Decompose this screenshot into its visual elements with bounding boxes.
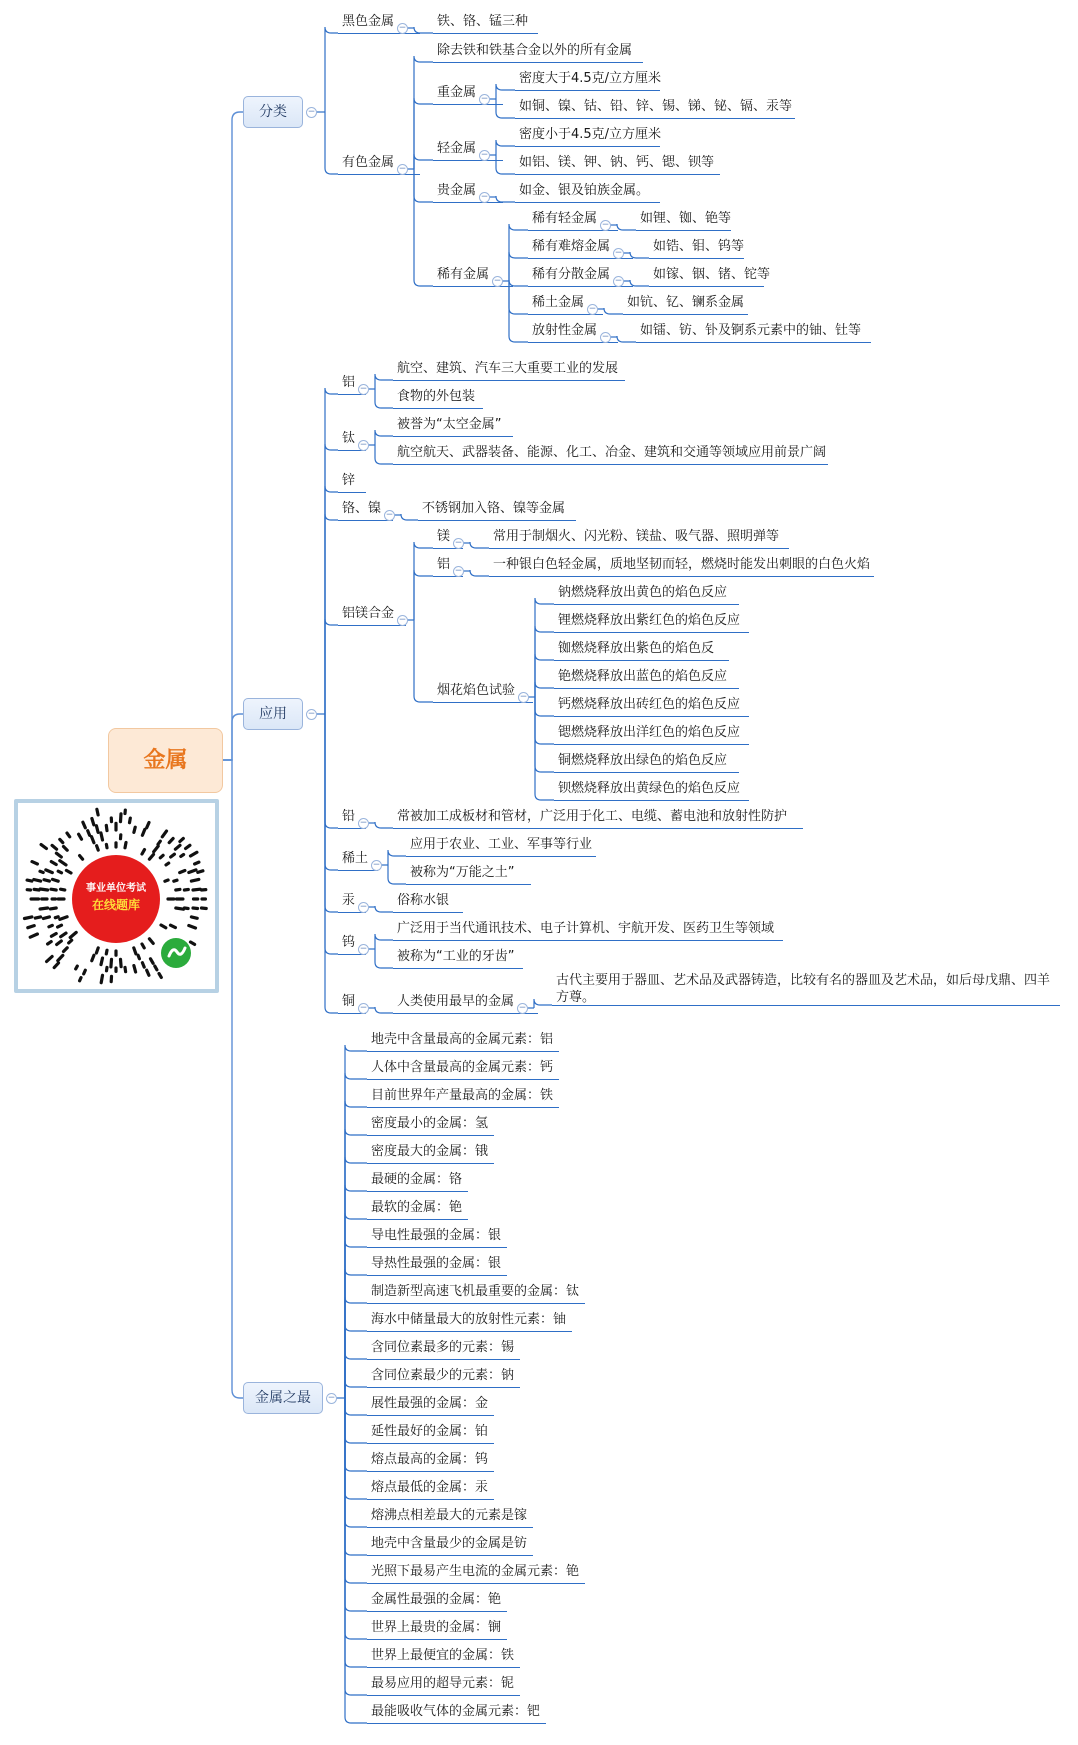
topic-underline <box>489 548 789 549</box>
topic-node[interactable]: 被誉为“太空金属” <box>397 417 502 432</box>
topic-node[interactable]: 铷燃烧释放出紫色的焰色反 <box>558 641 715 656</box>
topic-node[interactable]: 稀土金属 <box>532 295 585 310</box>
topic-node[interactable]: 稀有金属 <box>437 267 490 282</box>
topic-underline <box>367 1219 468 1220</box>
topic-node[interactable]: 轻金属 <box>437 141 477 156</box>
topic-node[interactable]: 钡燃烧释放出黄绿色的焰色反应 <box>558 781 741 796</box>
topic-underline <box>433 160 503 161</box>
qr-caption-bottom: 在线题库 <box>91 898 141 912</box>
topic-underline <box>367 1499 494 1500</box>
topic-underline <box>367 1471 494 1472</box>
branch-topic[interactable]: 应用 <box>243 698 303 730</box>
topic-node[interactable]: 放射性金属 <box>532 323 598 338</box>
topic-node[interactable]: 铬、镍 <box>342 501 382 516</box>
collapse-toggle-icon[interactable]: − <box>588 304 597 314</box>
topic-node[interactable]: 铝 <box>437 557 451 572</box>
topic-underline <box>554 604 739 605</box>
topic-node[interactable]: 如锆、钼、钨等 <box>653 239 745 254</box>
topic-underline <box>393 1013 538 1014</box>
branch-topic[interactable]: 金属之最 <box>243 1382 323 1414</box>
topic-underline <box>393 408 483 409</box>
collapse-toggle-icon[interactable]: − <box>398 164 407 174</box>
topic-underline <box>338 33 420 34</box>
topic-node[interactable]: 铯燃烧释放出蓝色的焰色反应 <box>558 669 728 684</box>
topic-underline <box>515 118 795 119</box>
topic-underline <box>367 1079 559 1080</box>
topic-node[interactable]: 密度大于4.5克/立方厘米 <box>519 71 662 86</box>
topic-underline <box>367 1527 533 1528</box>
topic-underline <box>433 702 533 703</box>
topic-underline <box>515 174 720 175</box>
topic-underline <box>554 772 739 773</box>
topic-underline <box>515 202 660 203</box>
topic-underline <box>649 286 764 287</box>
topic-node[interactable]: 铜燃烧释放出绿色的焰色反应 <box>558 753 728 768</box>
topic-node[interactable]: 密度最大的金属：锇 <box>371 1144 489 1159</box>
topic-node[interactable]: 海水中储量最大的放射性元素：铀 <box>371 1312 567 1327</box>
topic-node[interactable]: 世界上最贵的金属：锎 <box>371 1620 502 1635</box>
topic-underline <box>515 146 660 147</box>
topic-node[interactable]: 目前世界年产量最高的金属：铁 <box>371 1088 554 1103</box>
topic-underline <box>649 258 744 259</box>
topic-node[interactable]: 如钪、钇、镧系金属 <box>627 295 745 310</box>
topic-node[interactable]: 延性最好的金属：铂 <box>371 1424 489 1439</box>
topic-node[interactable]: 俗称水银 <box>397 893 450 908</box>
topic-underline <box>433 33 538 34</box>
topic-node[interactable]: 常用于制烟火、闪光粉、镁盐、吸气器、照明弹等 <box>493 529 780 544</box>
topic-node[interactable]: 最硬的金属：铬 <box>371 1172 463 1187</box>
topic-underline <box>367 1639 507 1640</box>
topic-node[interactable]: 如镭、钫、钋及锕系元素中的铀、钍等 <box>640 323 862 338</box>
topic-underline <box>367 1583 585 1584</box>
topic-node[interactable]: 稀有难熔金属 <box>532 239 611 254</box>
topic-node[interactable]: 导热性最强的金属：银 <box>371 1256 502 1271</box>
collapse-toggle-icon[interactable]: − <box>614 276 623 286</box>
topic-node[interactable]: 人体中含量最高的金属元素：钙 <box>371 1060 554 1075</box>
topic-underline <box>393 968 523 969</box>
topic-underline <box>338 492 366 493</box>
topic-node[interactable]: 密度最小的金属：氢 <box>371 1116 489 1131</box>
topic-node[interactable]: 稀土 <box>342 851 369 866</box>
topic-underline <box>338 625 406 626</box>
collapse-toggle-icon[interactable]: − <box>398 615 407 625</box>
collapse-toggle-icon[interactable]: − <box>519 692 528 702</box>
topic-node[interactable]: 如金、银及铂族金属。 <box>519 183 650 198</box>
topic-node[interactable]: 烟花焰色试验 <box>437 683 516 698</box>
topic-underline <box>338 520 393 521</box>
topic-node[interactable]: 最能吸收气体的金属元素：钯 <box>371 1704 541 1719</box>
root-topic[interactable]: 金属 <box>108 728 223 793</box>
topic-node[interactable]: 一种银白色轻金属，质地坚韧而轻，燃烧时能发出刺眼的白色火焰 <box>493 557 871 572</box>
topic-underline <box>406 856 596 857</box>
topic-node[interactable]: 人类使用最早的金属 <box>397 994 515 1009</box>
topic-node[interactable]: 被称为“工业的牙齿” <box>397 949 515 964</box>
topic-node[interactable]: 钛 <box>342 431 356 446</box>
topic-underline <box>393 380 625 381</box>
collapse-toggle-icon[interactable]: − <box>359 440 368 450</box>
topic-underline <box>393 828 803 829</box>
topic-node[interactable]: 应用于农业、工业、军事等行业 <box>410 837 593 852</box>
topic-node[interactable]: 古代主要用于器皿、艺术品及武器铸造，比较有名的器皿及艺术品，如后母戊鼎、四羊方尊。 <box>556 973 1051 1005</box>
topic-node[interactable]: 航空航天、武器装备、能源、化工、冶金、建筑和交通等领域应用前景广阔 <box>397 445 827 460</box>
topic-underline <box>433 104 503 105</box>
topic-node[interactable]: 熔沸点相差最大的元素是镓 <box>371 1508 528 1523</box>
collapse-toggle-icon[interactable]: − <box>601 220 610 230</box>
collapse-toggle-icon[interactable]: − <box>454 566 463 576</box>
topic-underline <box>367 1191 468 1192</box>
topic-underline <box>554 800 749 801</box>
topic-node[interactable]: 稀有轻金属 <box>532 211 598 226</box>
topic-node[interactable]: 如镓、铟、锗、铊等 <box>653 267 771 282</box>
topic-underline <box>554 660 729 661</box>
topic-node[interactable]: 锂燃烧释放出紫红色的焰色反应 <box>558 613 741 628</box>
topic-underline <box>636 342 871 343</box>
topic-node[interactable]: 光照下最易产生电流的金属元素：铯 <box>371 1564 580 1579</box>
topic-node[interactable]: 广泛用于当代通讯技术、电子计算机、宇航开发、医药卫生等领域 <box>397 921 775 936</box>
qr-code-card <box>14 799 219 993</box>
topic-underline <box>367 1275 507 1276</box>
collapse-toggle-icon[interactable]: − <box>359 384 368 394</box>
topic-node[interactable]: 铝 <box>342 375 356 390</box>
topic-node[interactable]: 钠燃烧释放出黄色的焰色反应 <box>558 585 728 600</box>
topic-node[interactable]: 铅 <box>342 809 356 824</box>
topic-node[interactable]: 铜 <box>342 994 356 1009</box>
topic-underline <box>367 1303 585 1304</box>
topic-underline <box>406 884 531 885</box>
topic-underline <box>367 1331 572 1332</box>
topic-node[interactable]: 被称为“万能之土” <box>410 865 515 880</box>
topic-node[interactable]: 铁、铬、锰三种 <box>437 14 529 29</box>
topic-underline <box>393 912 463 913</box>
topic-underline <box>367 1107 559 1108</box>
topic-node[interactable]: 食物的外包装 <box>397 389 476 404</box>
topic-node[interactable]: 密度小于4.5克/立方厘米 <box>519 127 662 142</box>
topic-underline <box>554 716 749 717</box>
collapse-toggle-icon[interactable]: − <box>614 248 623 258</box>
collapse-toggle-icon[interactable]: − <box>480 94 489 104</box>
topic-underline <box>433 62 643 63</box>
topic-node[interactable]: 除去铁和铁基合金以外的所有金属 <box>437 43 633 58</box>
topic-node[interactable]: 常被加工成板材和管材，广泛用于化工、电缆、蓄电池和放射性防护 <box>397 809 788 824</box>
topic-node[interactable]: 最易应用的超导元素：铌 <box>371 1676 515 1691</box>
topic-node[interactable]: 贵金属 <box>437 183 477 198</box>
topic-underline <box>433 202 503 203</box>
topic-underline <box>489 576 874 577</box>
topic-node[interactable]: 展性最强的金属：金 <box>371 1396 489 1411</box>
topic-node[interactable]: 如铜、镍、钴、铅、锌、锡、锑、铋、镉、汞等 <box>519 99 793 114</box>
branch-topic[interactable]: 分类 <box>243 96 303 128</box>
topic-underline <box>367 1051 559 1052</box>
topic-node[interactable]: 如锂、铷、铯等 <box>640 211 732 226</box>
topic-underline <box>367 1359 520 1360</box>
topic-node[interactable]: 熔点最低的金属：汞 <box>371 1480 489 1495</box>
topic-underline <box>367 1163 494 1164</box>
topic-node[interactable]: 黑色金属 <box>342 14 395 29</box>
topic-node[interactable]: 熔点最高的金属：钨 <box>371 1452 489 1467</box>
topic-node[interactable]: 不锈钢加入铬、镍等金属 <box>422 501 566 516</box>
topic-node[interactable]: 地壳中含量最少的金属是钫 <box>371 1536 528 1551</box>
topic-underline <box>367 1443 494 1444</box>
mini-program-code-icon <box>18 803 215 989</box>
topic-node[interactable]: 钨 <box>342 935 356 950</box>
collapse-toggle-icon[interactable]: − <box>480 150 489 160</box>
topic-node[interactable]: 最软的金属：铯 <box>371 1200 463 1215</box>
topic-underline <box>338 870 378 871</box>
topic-underline <box>367 1387 520 1388</box>
topic-node[interactable]: 如铝、镁、钾、钠、钙、锶、钡等 <box>519 155 715 170</box>
collapse-toggle-icon[interactable]: − <box>372 860 381 870</box>
topic-underline <box>554 688 739 689</box>
collapse-toggle-icon[interactable]: − <box>359 818 368 828</box>
topic-node[interactable]: 汞 <box>342 893 356 908</box>
topic-underline <box>367 1555 533 1556</box>
topic-underline <box>367 1611 507 1612</box>
collapse-toggle-icon[interactable]: − <box>359 902 368 912</box>
collapse-toggle-icon[interactable]: − <box>359 944 368 954</box>
topic-underline <box>554 632 749 633</box>
collapse-toggle-icon[interactable]: − <box>307 107 316 117</box>
topic-underline <box>636 230 731 231</box>
topic-node[interactable]: 导电性最强的金属：银 <box>371 1228 502 1243</box>
topic-node[interactable]: 铝镁合金 <box>342 606 395 621</box>
topic-underline <box>367 1247 507 1248</box>
topic-underline <box>393 940 783 941</box>
collapse-toggle-icon[interactable]: − <box>518 1003 527 1013</box>
topic-node[interactable]: 地壳中含量最高的金属元素：铝 <box>371 1032 554 1047</box>
topic-node[interactable]: 有色金属 <box>342 155 395 170</box>
topic-node[interactable]: 航空、建筑、汽车三大重要工业的发展 <box>397 361 619 376</box>
topic-node[interactable]: 锌 <box>342 473 356 488</box>
topic-underline <box>623 314 748 315</box>
topic-underline <box>367 1723 546 1724</box>
topic-node[interactable]: 锶燃烧释放出洋红色的焰色反应 <box>558 725 741 740</box>
topic-underline <box>367 1415 494 1416</box>
collapse-toggle-icon[interactable]: − <box>307 709 316 719</box>
collapse-toggle-icon[interactable]: − <box>359 1003 368 1013</box>
collapse-toggle-icon[interactable]: − <box>385 510 394 520</box>
topic-underline <box>433 286 513 287</box>
topic-node[interactable]: 重金属 <box>437 85 477 100</box>
topic-node[interactable]: 镁 <box>437 529 451 544</box>
topic-underline <box>393 436 513 437</box>
collapse-toggle-icon[interactable]: − <box>398 23 407 33</box>
topic-underline <box>418 520 576 521</box>
topic-node[interactable]: 制造新型高速飞机最重要的金属：钛 <box>371 1284 580 1299</box>
qr-caption-top: 事业单位考试 <box>86 883 146 894</box>
collapse-toggle-icon[interactable]: − <box>480 192 489 202</box>
topic-underline <box>552 1005 1060 1006</box>
topic-underline <box>338 174 420 175</box>
topic-node[interactable]: 世界上最便宜的金属：铁 <box>371 1648 515 1663</box>
topic-underline <box>393 464 828 465</box>
collapse-toggle-icon[interactable]: − <box>327 1393 336 1403</box>
collapse-toggle-icon[interactable]: − <box>454 538 463 548</box>
topic-node[interactable]: 含同位素最少的元素：钠 <box>371 1368 515 1383</box>
topic-node[interactable]: 含同位素最多的元素：锡 <box>371 1340 515 1355</box>
collapse-toggle-icon[interactable]: − <box>493 276 502 286</box>
topic-underline <box>515 90 660 91</box>
collapse-toggle-icon[interactable]: − <box>601 332 610 342</box>
topic-underline <box>554 744 749 745</box>
topic-node[interactable]: 钙燃烧释放出砖红色的焰色反应 <box>558 697 741 712</box>
topic-underline <box>367 1667 520 1668</box>
topic-underline <box>367 1695 520 1696</box>
topic-node[interactable]: 稀有分散金属 <box>532 267 611 282</box>
topic-underline <box>367 1135 494 1136</box>
topic-node[interactable]: 金属性最强的金属：铯 <box>371 1592 502 1607</box>
